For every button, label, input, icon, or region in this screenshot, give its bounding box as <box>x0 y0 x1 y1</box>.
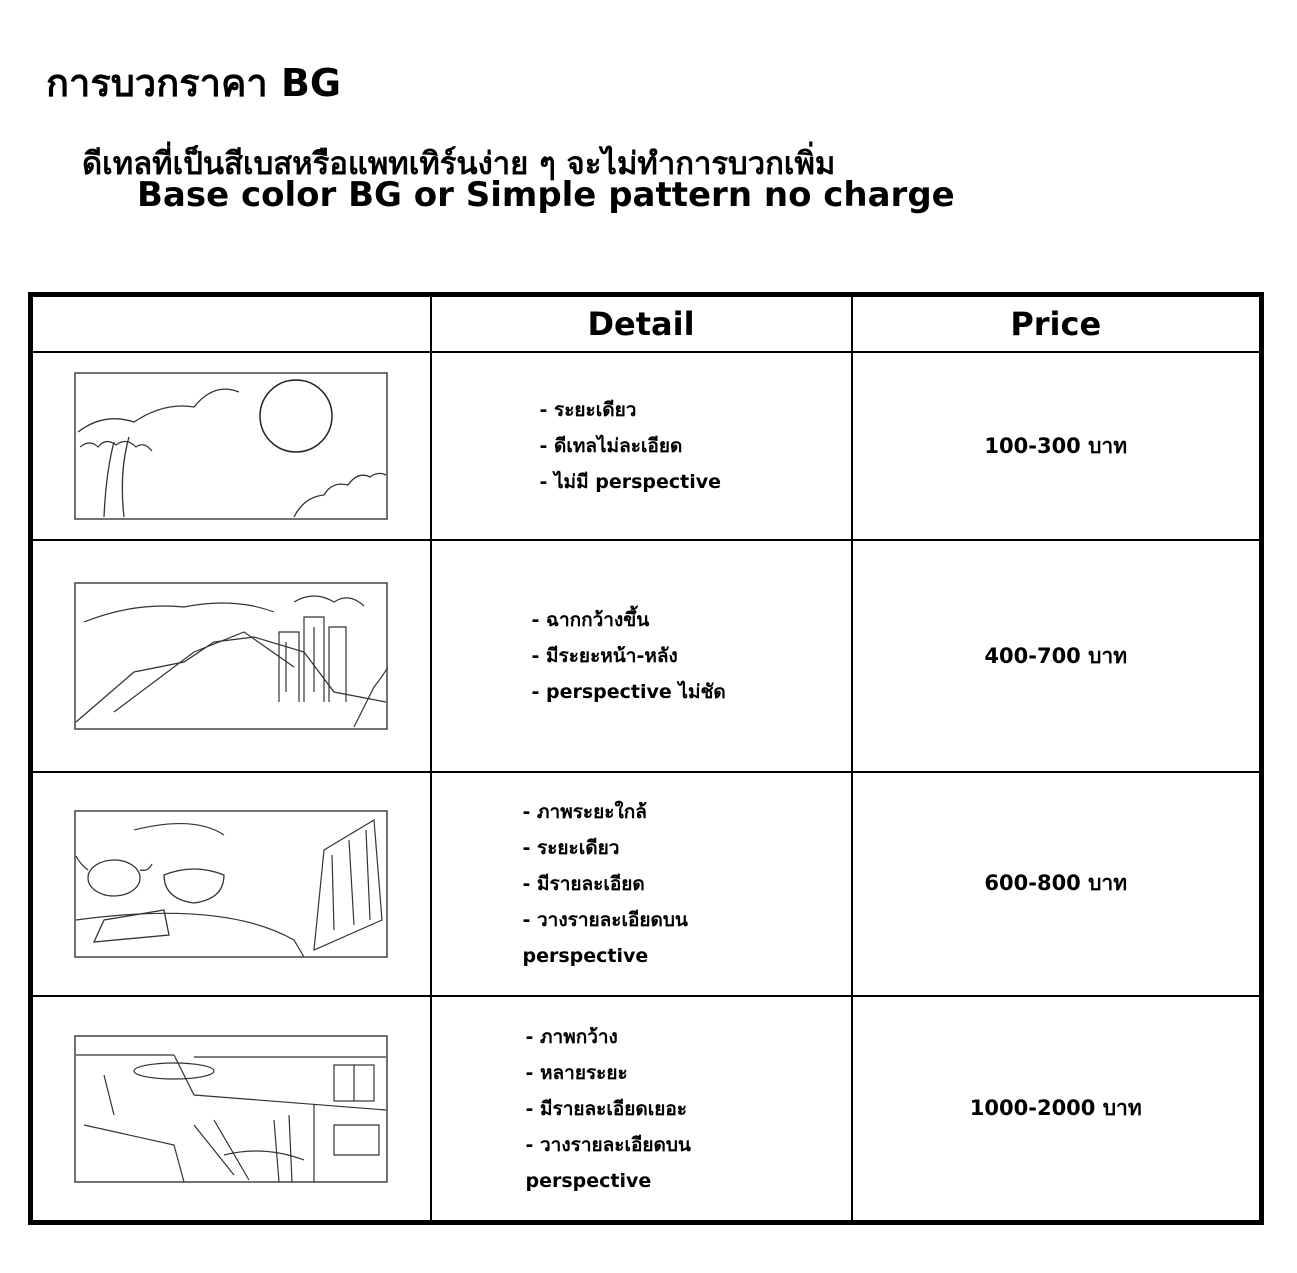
page-title: การบวกราคา BG <box>46 61 342 105</box>
subtitle-english: Base color BG or Simple pattern no charge <box>137 175 955 215</box>
sketch-wide-scene-image <box>74 582 388 730</box>
header-image <box>31 295 431 353</box>
sketch-cell <box>31 352 431 540</box>
sketch-simple-bg-image <box>74 372 388 520</box>
header-price: Price <box>852 295 1262 353</box>
detail-cell <box>431 772 852 996</box>
table-row <box>31 540 1262 771</box>
detail-line: - ฉากกว้างขึ้น <box>531 609 650 632</box>
detail-cell <box>431 540 852 771</box>
detail-line: - มีระยะหน้า-หลัง <box>531 645 678 668</box>
price-table <box>28 292 1264 1225</box>
detail-line: - วางรายละเอียดบน <box>522 908 688 931</box>
sketch-wide-interior-image <box>74 1035 388 1183</box>
detail-line: - ระยะเดียว <box>539 399 637 422</box>
detail-cell <box>431 352 852 540</box>
detail-cell <box>431 996 852 1222</box>
detail-line: - ระยะเดียว <box>522 836 620 859</box>
sketch-closeup-table-image <box>74 810 388 958</box>
price-cell: 1000-2000 บาท <box>852 996 1262 1222</box>
table-row <box>31 996 1262 1222</box>
sketch-cell <box>31 540 431 771</box>
detail-line: - ไม่มี perspective <box>539 471 722 494</box>
detail-line: - หลายระยะ <box>525 1061 628 1084</box>
price-cell: 100-300 บาท <box>852 352 1262 540</box>
detail-line: - ภาพระยะใกล้ <box>522 800 647 823</box>
detail-line: perspective <box>522 944 649 967</box>
sketch-cell <box>31 772 431 996</box>
detail-line: - ดีเทลไม่ละเอียด <box>539 435 683 458</box>
subtitle-thai: ดีเทลที่เป็นสีเบสหรือแพทเทิร์นง่าย ๆ จะไม่ทำการบวกเพิ่ม <box>82 146 836 182</box>
table-row <box>31 772 1262 996</box>
table-header-row <box>31 295 1262 353</box>
detail-line: - perspective ไม่ชัด <box>531 681 726 704</box>
detail-line: - ภาพกว้าง <box>525 1025 618 1048</box>
detail-line: - วางรายละเอียดบน <box>525 1133 691 1156</box>
detail-line: - มีรายละเอียดเยอะ <box>525 1097 687 1120</box>
price-cell: 600-800 บาท <box>852 772 1262 996</box>
price-cell: 400-700 บาท <box>852 540 1262 771</box>
sketch-cell <box>31 996 431 1222</box>
header-detail: Detail <box>431 295 852 353</box>
detail-line: perspective <box>525 1169 652 1192</box>
detail-line: - มีรายละเอียด <box>522 872 645 895</box>
table-row <box>31 352 1262 540</box>
